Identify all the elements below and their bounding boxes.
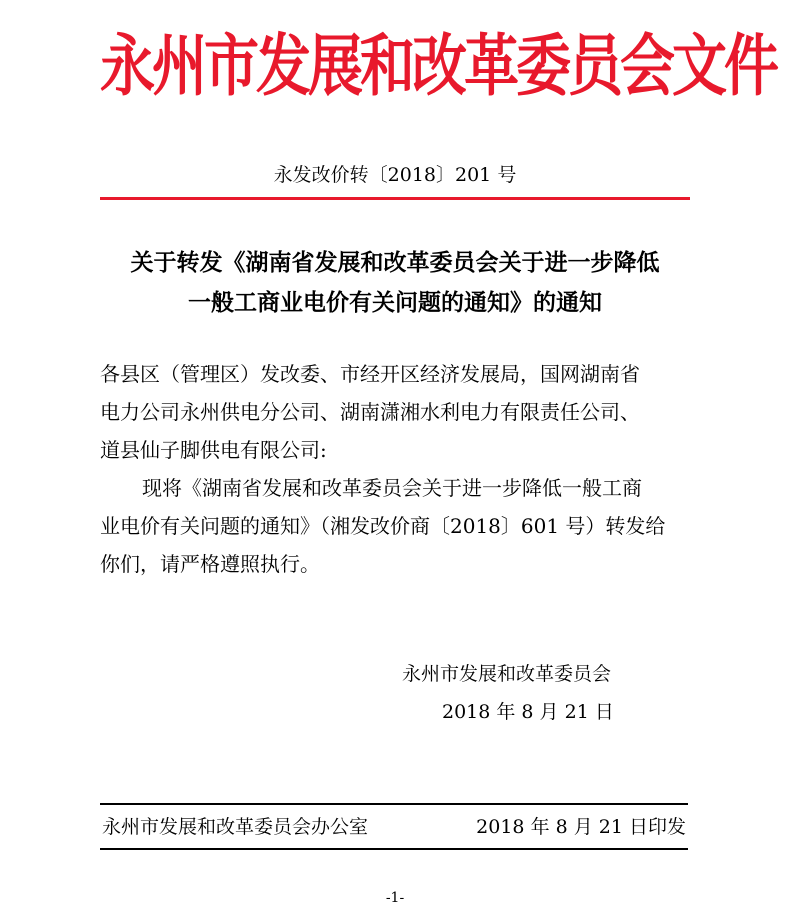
body-line: 业电价有关问题的通知》（湘发改价商〔2018〕601 号）转发给	[100, 514, 666, 538]
document-masthead: 永州市发展和改革委员会文件	[100, 25, 777, 106]
body-line: 现将《湖南省发展和改革委员会关于进一步降低一般工商	[142, 476, 642, 500]
title-line-2: 一般工商业电价有关问题的通知》的通知	[188, 289, 602, 316]
signature-organization: 永州市发展和改革委员会	[402, 663, 612, 685]
document-title	[100, 243, 690, 323]
title-line-1: 关于转发《湖南省发展和改革委员会关于进一步降低	[130, 249, 660, 276]
document-body	[100, 355, 690, 583]
body-line: 你们，请严格遵照执行。	[100, 552, 320, 576]
page-number: -1-	[385, 890, 405, 906]
issuing-office: 永州市发展和改革委员会办公室	[102, 816, 369, 838]
footer-top-rule	[100, 803, 688, 805]
signature-date: 2018 年 8 月 21 日	[442, 701, 614, 723]
footer-bottom-rule	[100, 848, 688, 850]
print-date: 2018 年 8 月 21 日印发	[476, 816, 686, 838]
body-line: 电力公司永州供电分公司、湖南潇湘水利电力有限责任公司、	[100, 400, 640, 424]
body-line: 各县区（管理区）发改委、市经开区经济发展局，国网湖南省	[100, 362, 640, 386]
signature-block	[402, 657, 662, 729]
document-number: 永发改价转〔2018〕201 号	[273, 164, 517, 186]
red-separator-line	[100, 197, 690, 200]
body-line: 道县仙子脚供电有限公司:	[100, 438, 327, 462]
